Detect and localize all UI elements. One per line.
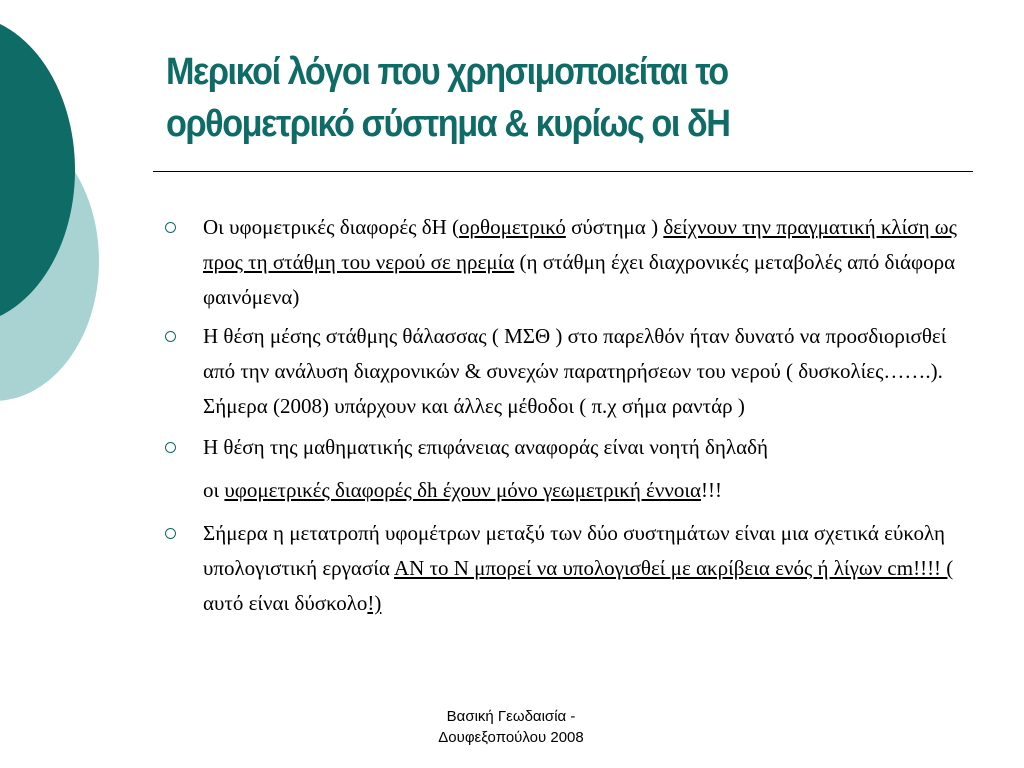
bullet-text: αυτό είναι δύσκολο	[203, 591, 368, 615]
bullet-text-underlined: υφομετρικές διαφορές δh έχουν μόνο γεωμετρική έννοια	[224, 478, 702, 502]
bullet-item	[163, 319, 973, 424]
footer-line-1: Βασική Γεωδαισία -	[446, 708, 576, 725]
bullet-item	[163, 516, 973, 621]
bullet-text: Οι υφομετρικές διαφορές δΗ (	[203, 215, 460, 239]
footer-line-2: Δουφεξοπούλου 2008	[438, 729, 584, 746]
slide-title-line-1: Μερικοί λόγοι που χρησιμοποιείται το	[166, 51, 728, 93]
bullet-text: Η θέση της μαθηματικής επιφάνειας αναφοράς είναι νοητή δηλαδή	[203, 435, 768, 459]
bullet-item	[163, 210, 973, 315]
circle-bullet-icon	[165, 331, 176, 342]
bullet-text-underlined: !)	[367, 591, 382, 615]
circle-bullet-icon	[165, 442, 176, 453]
bullet-text-underlined: ορθομετρικό	[459, 215, 566, 239]
bullet-text: (η στάθμη έχει διαχρονικές μεταβολές από διάφορα φαινόμενα)	[203, 250, 956, 309]
bullet-text: Η θέση μέσης στάθμης θάλασσας ( ΜΣΘ ) στο παρελθόν ήταν δυνατό να προσδιορισθεί από την ανάλυση διαχρονικών & συνεχών παρατηρήσεων του νερού ( δυσκολίες…….). Σήμερα (2008) υπάρχουν και άλλες μέθοδοι ( π.χ σήμα ραντάρ )	[203, 324, 947, 418]
slide-title	[166, 46, 904, 150]
bullet-text-underlined: δείχνουν την πραγματική κλίση ως προς τη στάθμη του νερού σε ηρεμία	[203, 215, 957, 274]
bullet-text: !!!	[701, 478, 723, 502]
bullet-line	[203, 473, 973, 508]
circle-bullet-icon	[165, 528, 176, 539]
circle-bullet-icon	[165, 222, 176, 233]
bullet-text: σύστημα )	[565, 215, 664, 239]
bullet-item	[163, 430, 973, 508]
bullet-text: οι	[203, 478, 225, 502]
bullet-text: Σήμερα η μετατροπή υφομέτρων μεταξύ των δύο συστημάτων είναι μια σχετικά εύκολη υπολογιστική εργασία	[203, 521, 945, 580]
slide-footer	[380, 706, 642, 748]
slide-title-line-2: ορθομετρικό σύστημα & κυρίως οι δΗ	[166, 103, 730, 145]
bullet-list	[163, 210, 973, 621]
bullet-text-underlined: ΑΝ το Ν μπορεί να υπολογισθεί με ακρίβεια ενός ή λίγων cm!!!! (	[393, 556, 954, 580]
title-divider	[153, 171, 973, 172]
